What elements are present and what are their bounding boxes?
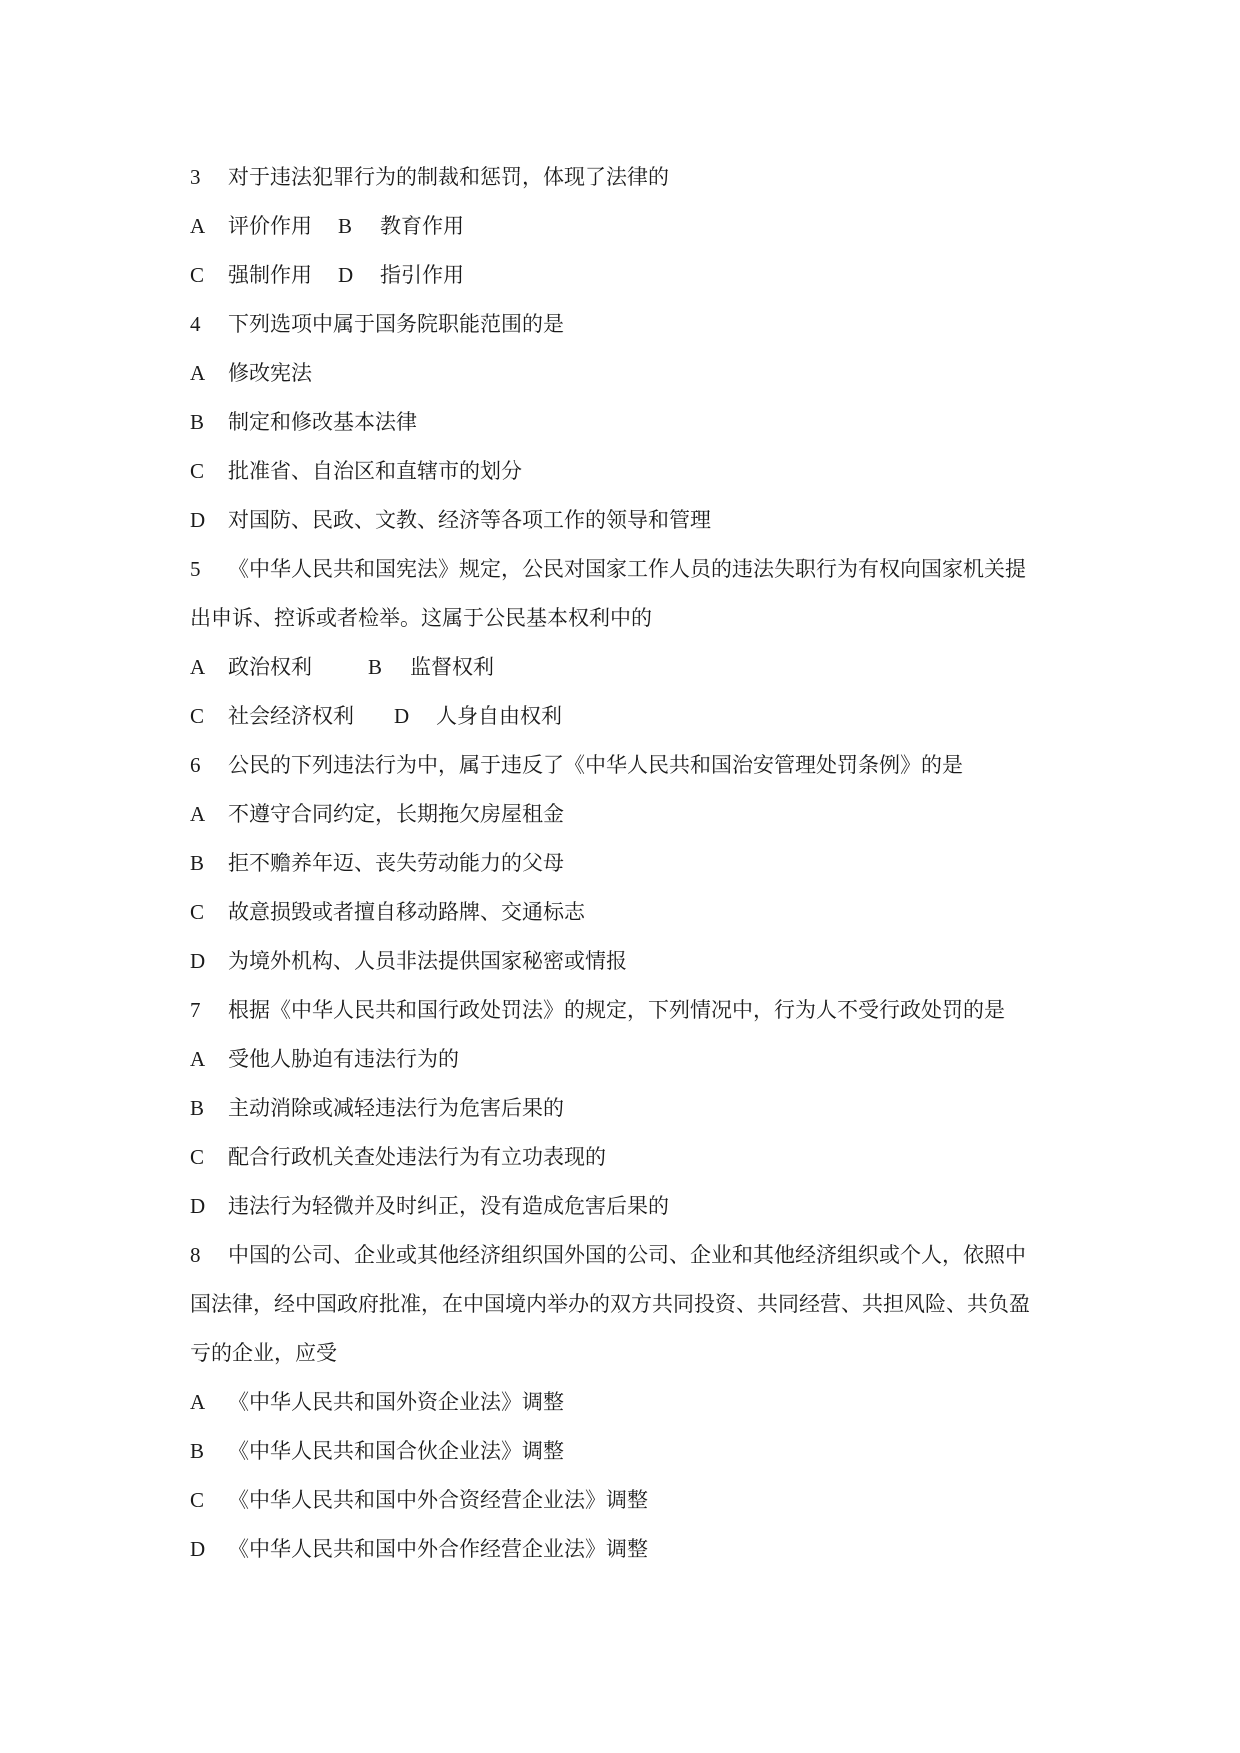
question-3-stem [190,153,1070,202]
question-text: 国法律，经中国政府批准，在中国境内举办的双方共同投资、共同经营、共担风险、共负盈 [190,1292,1030,1316]
option-text: 教育作用 [380,214,464,238]
option-letter: B [190,1096,205,1120]
option-text: 修改宪法 [228,361,312,385]
question-6-option-c [190,888,1070,937]
option-letter: B [190,1439,205,1463]
option-letter: D [190,1194,206,1218]
question-4-option-a [190,349,1070,398]
question-list [190,153,1070,1574]
question-5-stem-line-2 [190,594,1070,643]
option-text: 为境外机构、人员非法提供国家秘密或情报 [228,949,627,973]
option-text: 《中华人民共和国中外合作经营企业法》调整 [228,1537,648,1561]
option-letter: C [190,263,205,287]
question-number: 4 [190,312,201,336]
question-text: 公民的下列违法行为中，属于违反了《中华人民共和国治安管理处罚条例》的是 [228,753,963,777]
question-3-options-row-2 [190,251,1070,300]
option-text: 受他人胁迫有违法行为的 [228,1047,459,1071]
option-text: 制定和修改基本法律 [228,410,417,434]
option-letter: D [190,1537,206,1561]
option-letter: B [190,851,205,875]
question-text: 出申诉、控诉或者检举。这属于公民基本权利中的 [190,606,652,630]
question-8-option-b [190,1427,1070,1476]
option-text: 故意损毁或者擅自移动路牌、交通标志 [228,900,585,924]
option-text: 批准省、自治区和直辖市的划分 [228,459,522,483]
option-letter: C [190,459,205,483]
option-letter: C [190,900,205,924]
option-text: 《中华人民共和国合伙企业法》调整 [228,1439,564,1463]
question-8-option-a [190,1378,1070,1427]
option-letter: A [190,1390,206,1414]
question-7-option-a [190,1035,1070,1084]
question-6-option-a [190,790,1070,839]
question-number: 6 [190,753,201,777]
option-text: 《中华人民共和国中外合资经营企业法》调整 [228,1488,648,1512]
option-text: 《中华人民共和国外资企业法》调整 [228,1390,564,1414]
option-text: 不遵守合同约定，长期拖欠房屋租金 [228,802,564,826]
option-letter: D [190,508,206,532]
question-number: 8 [190,1243,201,1267]
question-5-stem-line-1 [190,545,1070,594]
question-4-stem [190,300,1070,349]
option-text: 监督权利 [410,655,494,679]
question-5-options-row-1 [190,643,1070,692]
question-text: 亏的企业，应受 [190,1341,337,1365]
option-letter: D [394,704,410,728]
question-3-options-row-1 [190,202,1070,251]
option-text: 违法行为轻微并及时纠正，没有造成危害后果的 [228,1194,669,1218]
question-6-option-b [190,839,1070,888]
question-4-option-c [190,447,1070,496]
option-letter: A [190,1047,206,1071]
option-letter: D [190,949,206,973]
option-letter: A [190,361,206,385]
question-text: 对于违法犯罪行为的制裁和惩罚，体现了法律的 [228,165,669,189]
question-text: 《中华人民共和国宪法》规定，公民对国家工作人员的违法失职行为有权向国家机关提 [228,557,1026,581]
option-text: 对国防、民政、文教、经济等各项工作的领导和管理 [228,508,711,532]
question-8-stem-line-1 [190,1231,1070,1280]
option-text: 指引作用 [380,263,464,287]
option-letter: A [190,655,206,679]
question-5-options-row-2 [190,692,1070,741]
question-text: 中国的公司、企业或其他经济组织国外国的公司、企业和其他经济组织或个人，依照中 [228,1243,1026,1267]
option-text: 配合行政机关查处违法行为有立功表现的 [228,1145,606,1169]
question-7-option-c [190,1133,1070,1182]
question-6-stem [190,741,1070,790]
question-7-option-d [190,1182,1070,1231]
option-letter: B [368,655,383,679]
option-letter: A [190,214,206,238]
question-number: 3 [190,165,201,189]
question-text: 下列选项中属于国务院职能范围的是 [228,312,564,336]
question-8-option-d [190,1525,1070,1574]
question-text: 根据《中华人民共和国行政处罚法》的规定，下列情况中，行为人不受行政处罚的是 [228,998,1005,1022]
option-text: 强制作用 [228,263,312,287]
question-number: 7 [190,998,201,1022]
option-letter: B [190,410,205,434]
option-text: 社会经济权利 [228,704,354,728]
question-8-option-c [190,1476,1070,1525]
option-text: 主动消除或减轻违法行为危害后果的 [228,1096,564,1120]
option-letter: B [338,214,353,238]
option-letter: C [190,1488,205,1512]
question-4-option-d [190,496,1070,545]
question-8-stem-line-2 [190,1280,1070,1329]
option-letter: D [338,263,354,287]
option-text: 拒不赡养年迈、丧失劳动能力的父母 [228,851,564,875]
question-4-option-b [190,398,1070,447]
option-letter: C [190,704,205,728]
question-7-stem [190,986,1070,1035]
option-letter: C [190,1145,205,1169]
question-6-option-d [190,937,1070,986]
option-text: 人身自由权利 [436,704,562,728]
question-7-option-b [190,1084,1070,1133]
question-number: 5 [190,557,201,581]
option-letter: A [190,802,206,826]
question-8-stem-line-3 [190,1329,1070,1378]
option-text: 政治权利 [228,655,312,679]
option-text: 评价作用 [228,214,312,238]
